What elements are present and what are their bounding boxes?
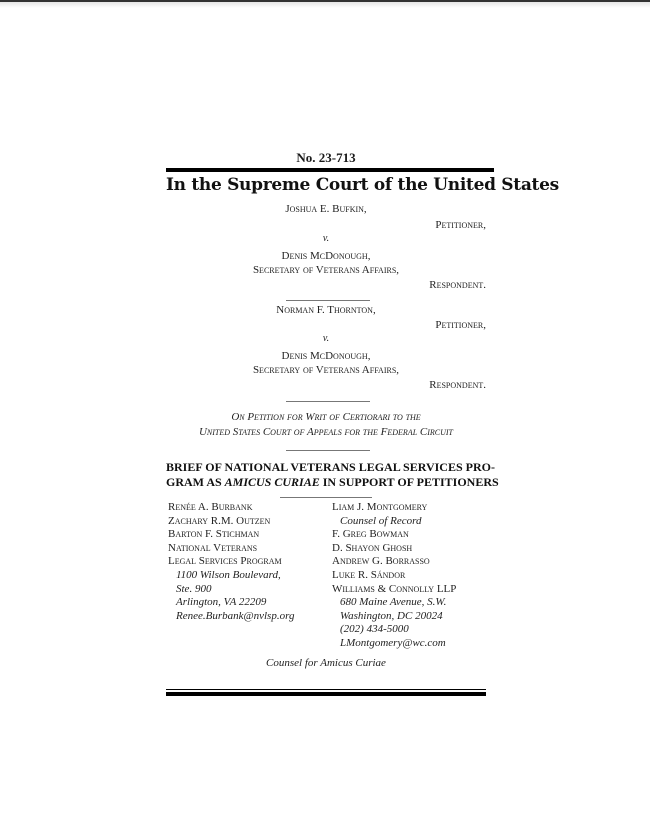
case1-petitioner-label: Petitioner,	[435, 219, 486, 231]
counsel-of-record-name: Liam J. Montgomery	[332, 501, 428, 513]
footer-rule-thin	[166, 689, 486, 690]
counsel-name: D. Shayon Ghosh	[332, 541, 413, 554]
divider	[286, 401, 370, 402]
case2-petitioner-name: Norman F. Thornton,	[276, 304, 376, 316]
counsel-of-record-role: Counsel of Record	[340, 514, 422, 527]
firm-name: Williams & Connolly LLP	[332, 582, 457, 595]
email: LMontgomery@wc.com	[340, 636, 446, 649]
petition-line-1: On Petition for Writ of Certiorari to the	[231, 411, 421, 423]
divider	[286, 450, 370, 451]
counsel-name: Andrew G. Borrasso	[332, 555, 430, 568]
right-counsel-block	[332, 501, 456, 651]
header-rule	[166, 168, 494, 172]
brief-title-italic: AMICUS CURIAE	[224, 475, 320, 489]
email: Renee.Burbank@nvlsp.org	[176, 609, 295, 622]
case2-respondent-name: Denis McDonough,	[281, 350, 371, 362]
docket-number: No. 23-713	[296, 150, 356, 165]
brief-title-line-2	[166, 475, 499, 490]
petition-line-2: United States Court of Appeals for the Federal Circuit	[198, 426, 454, 438]
counsel-name: Barton F. Stichman	[168, 528, 260, 541]
divider	[280, 497, 372, 498]
brief-title-text: IN SUPPORT OF PETITIONERS	[319, 475, 499, 489]
counsel-name: Luke R. Sándor	[332, 568, 406, 581]
left-counsel-block	[168, 501, 294, 623]
court-title: In the Supreme Court of the United States	[166, 175, 559, 195]
case2-respondent-title: Secretary of Veterans Affairs,	[252, 364, 400, 376]
case1-respondent-title: Secretary of Veterans Affairs,	[252, 264, 400, 276]
counsel-name: Zachary R.M. Outzen	[168, 514, 271, 527]
counsel-name: Renée A. Burbank	[168, 501, 253, 513]
address-line: 680 Maine Avenue, S.W.	[340, 596, 447, 609]
case1-respondent-label: Respondent.	[429, 279, 486, 291]
brief-title-text: GRAM AS	[166, 475, 225, 489]
case1-respondent-name: Denis McDonough,	[281, 250, 371, 262]
divider	[286, 300, 370, 301]
address-line: Ste. 900	[176, 582, 212, 595]
counsel-name: F. Greg Bowman	[332, 528, 409, 541]
case2-respondent-label: Respondent.	[429, 379, 486, 391]
phone: (202) 434-5000	[340, 623, 409, 636]
case1-versus: v.	[322, 233, 330, 244]
address-line: Washington, DC 20024	[340, 609, 443, 622]
address-line: 1100 Wilson Boulevard,	[176, 568, 281, 581]
case1-petitioner-name: Joshua E. Bufkin,	[285, 203, 367, 215]
counsel-for: Counsel for Amicus Curiae	[266, 657, 386, 669]
case2-versus: v.	[322, 333, 330, 344]
footer-rule-thick	[166, 692, 486, 696]
case2-petitioner-label: Petitioner,	[435, 319, 486, 331]
organization-name: National Veterans	[168, 541, 258, 554]
brief-title-line-1: BRIEF OF NATIONAL VETERANS LEGAL SERVICES PRO-	[166, 460, 495, 474]
organization-name: Legal Services Program	[168, 555, 282, 568]
address-line: Arlington, VA 22209	[176, 596, 267, 609]
